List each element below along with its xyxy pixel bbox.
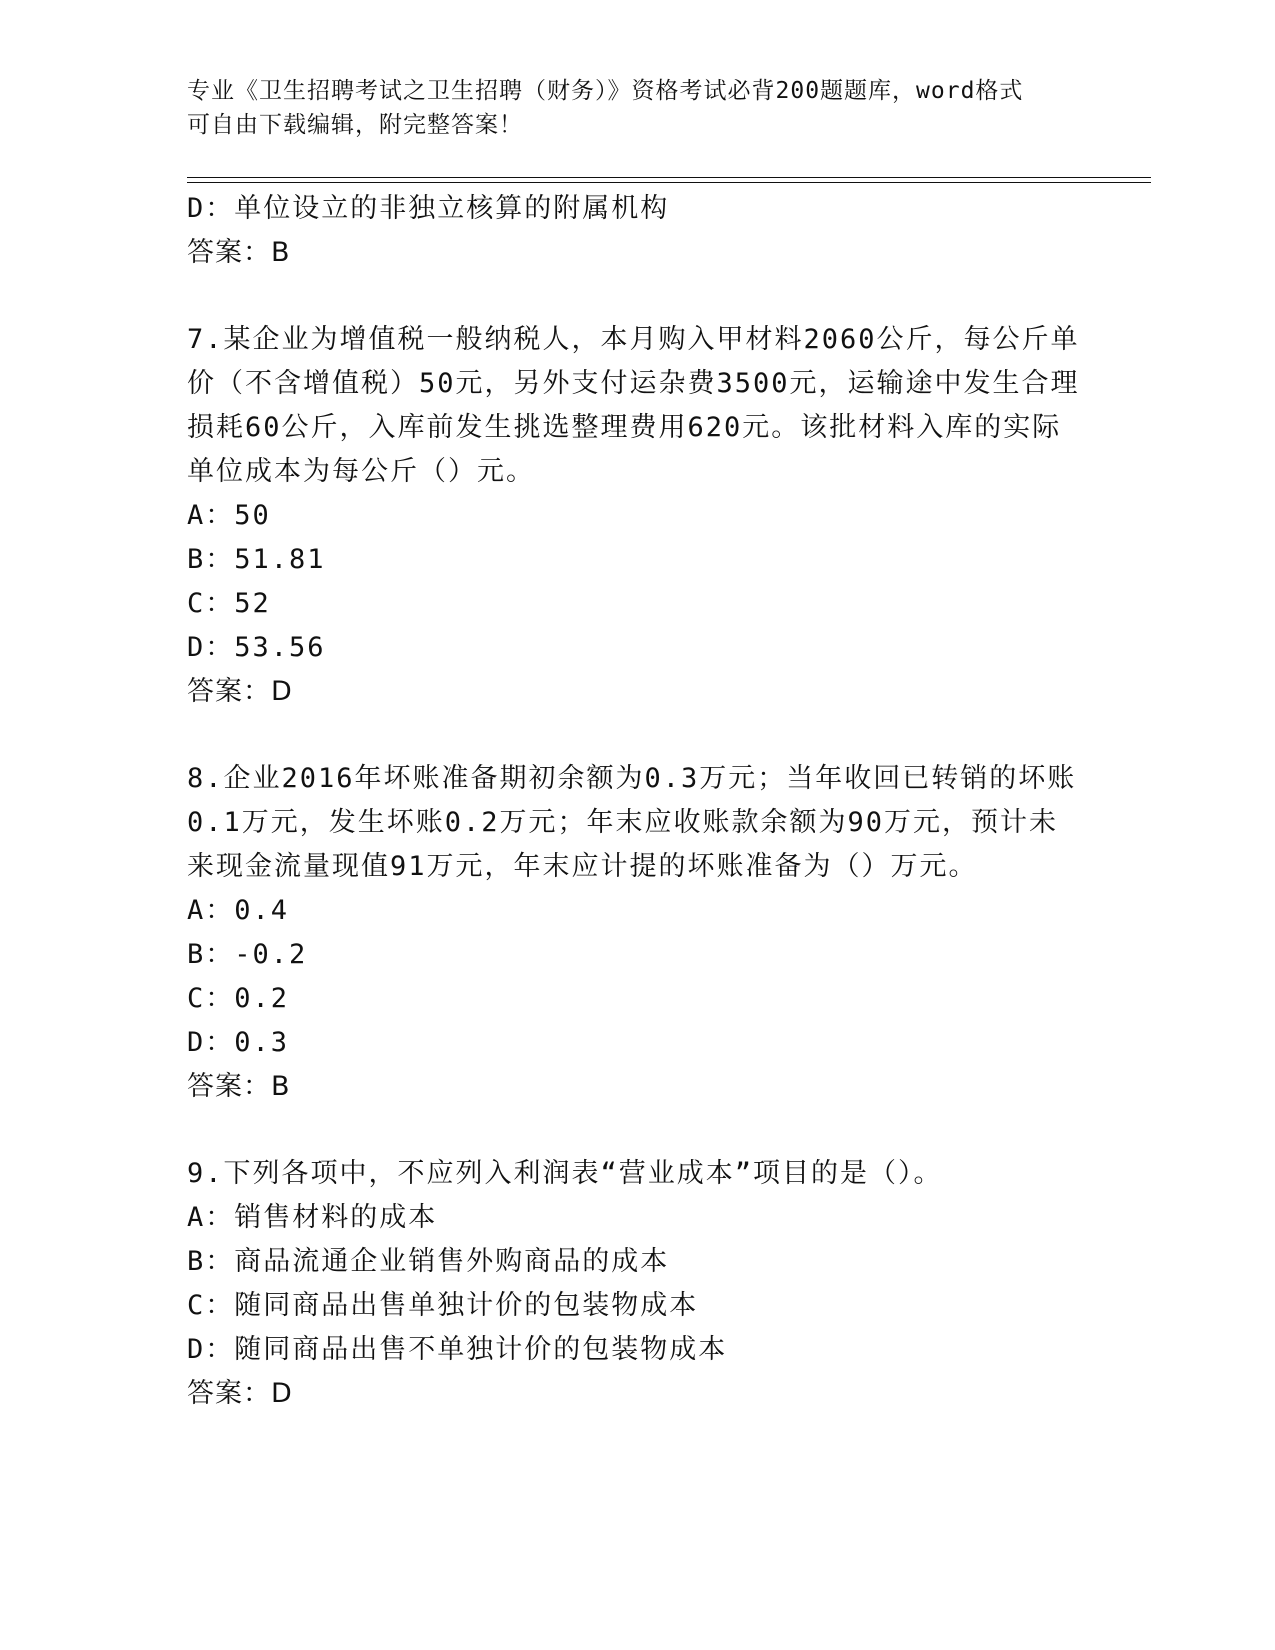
q9-option-d: D：随同商品出售不单独计价的包装物成本 <box>187 1334 728 1365</box>
q9-option-c: C：随同商品出售单独计价的包装物成本 <box>187 1290 699 1321</box>
prev-option-d: D：单位设立的非独立核算的附属机构 <box>187 193 670 224</box>
q9-answer: 答案：D <box>187 1378 293 1409</box>
q8-option-d: D：0.3 <box>187 1027 290 1058</box>
q9-option-a: A：销售材料的成本 <box>187 1202 438 1233</box>
q7-option-c: C：52 <box>187 588 271 619</box>
q7-option-a: A：50 <box>187 500 271 531</box>
header-line-1: 专业《卫生招聘考试之卫生招聘（财务）》资格考试必背200题题库，word格式 <box>187 78 1024 104</box>
q7-answer: 答案：D <box>187 676 293 707</box>
document-header <box>187 74 1087 142</box>
q7-stem-line-1: 7.某企业为增值税一般纳税人，本月购入甲材料2060公斤，每公斤单 <box>187 324 1080 355</box>
q9-stem-line-1: 9.下列各项中，不应列入利润表“营业成本”项目的是（）。 <box>187 1158 943 1189</box>
q8-stem-line-1: 8.企业2016年坏账准备期初余额为0.3万元；当年收回已转销的坏账 <box>187 763 1077 794</box>
q8-answer: 答案：B <box>187 1071 291 1102</box>
q7-option-d: D：53.56 <box>187 632 326 663</box>
prev-answer: 答案：B <box>187 237 291 268</box>
q7-stem-line-2: 价（不含增值税）50元，另外支付运杂费3500元，运输途中发生合理 <box>187 368 1080 399</box>
q7-option-b: B：51.81 <box>187 544 326 575</box>
q7-stem-line-3: 损耗60公斤，入库前发生挑选整理费用620元。该批材料入库的实际 <box>187 412 1062 443</box>
q7-stem-line-4: 单位成本为每公斤（）元。 <box>187 456 535 487</box>
header-divider-bottom <box>187 182 1151 183</box>
header-divider-top <box>187 177 1151 178</box>
q8-option-c: C：0.2 <box>187 983 290 1014</box>
header-line-2: 可自由下载编辑，附完整答案！ <box>187 112 523 138</box>
q8-option-b: B：-0.2 <box>187 939 308 970</box>
q9-option-b: B：商品流通企业销售外购商品的成本 <box>187 1246 670 1277</box>
q8-option-a: A：0.4 <box>187 895 290 926</box>
q8-stem-line-2: 0.1万元，发生坏账0.2万元；年末应收账款余额为90万元，预计未 <box>187 807 1059 838</box>
q8-stem-line-3: 来现金流量现值91万元，年末应计提的坏账准备为（）万元。 <box>187 851 978 882</box>
